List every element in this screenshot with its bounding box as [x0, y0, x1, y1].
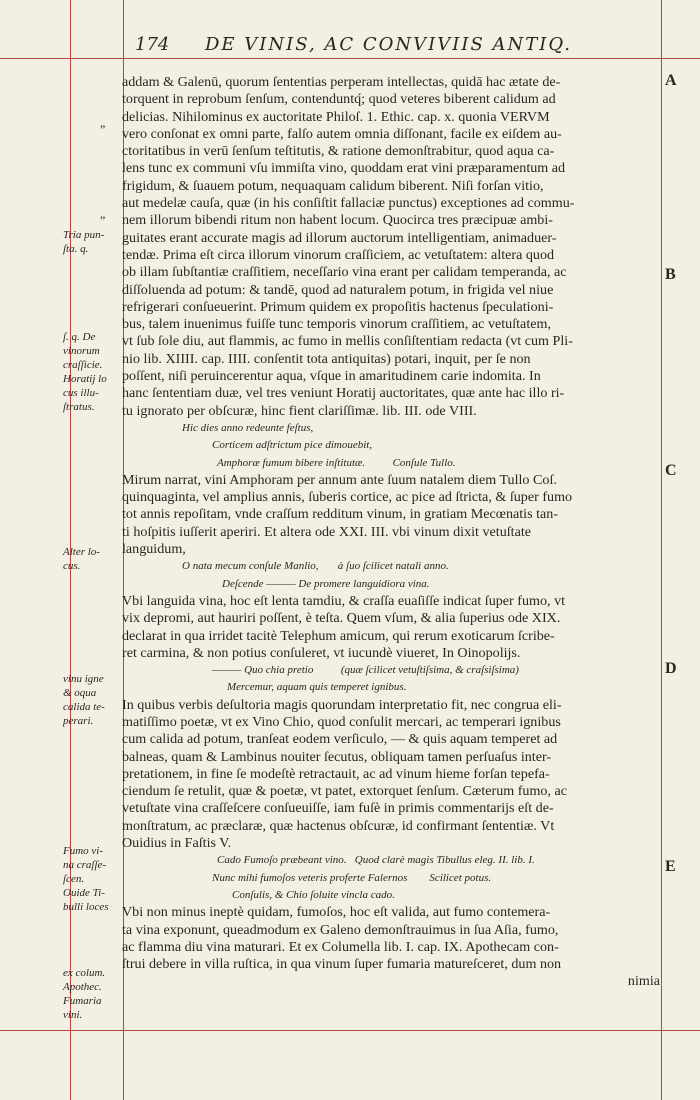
- text-line: tot annis repoſitam, vnde craſſum redditum vinum, in gratiam Mecœnatis tan-: [122, 506, 559, 523]
- text-line: guitates erant accurate magis ad illorum auctorum intelligentiam, animaduer-: [122, 229, 557, 246]
- text-line: ob illam ſubſtantiæ craſſitiem, neceſſario vina erant per calidam temperanda, ac: [122, 264, 567, 281]
- text-line: bus, talem inuenimus fuiſſe tunc temporis vinorum craſſitiem, ac vetuſtatem,: [122, 316, 551, 333]
- verse-line: Cado Fumoſo præbeant vino. Quod clarè magis Tibullus eleg. II. lib. I.: [217, 854, 535, 867]
- verse-line: Mercemur, aquam quis temperet ignibus.: [227, 681, 407, 694]
- text-line: Ouidius in Faſtis V.: [122, 835, 232, 852]
- text-line: ac flamma diu vina maturari. Et ex Columella lib. I. cap. IX. Apothecam con-: [122, 938, 559, 955]
- text-line: addam & Galenū, quorum ſententias perperam intellectas, quidā hac ætate de-: [122, 74, 561, 90]
- text-line: languidum,: [122, 541, 186, 558]
- text-line: Vbi languida vina, hoc eſt lenta tamdiu, & craſſa euaſiſſe indicat ſuper fumo, vt: [122, 592, 566, 609]
- running-title: DE VINIS, AC CONVIVIIS ANTIQ.: [205, 34, 572, 55]
- text-line: vero conſonat ex omni parte, falſo autem omnia diſſonant, facile ex eiſdem au-: [122, 125, 562, 142]
- main-text: [122, 74, 660, 991]
- text-line: Vbi non minus ineptè quidam, fumoſos, hoc eſt valida, aut fumo contemera-: [122, 904, 551, 921]
- text-line: nio lib. XIIII. cap. IIII. conſentit tota antiquitas) potari, inquit, per ſe non: [122, 350, 531, 367]
- quote-mark: ”: [100, 122, 106, 136]
- text-line: vetuſtate vina craſſeſcere conſueuiſſe, iam fuſè in primis commentarijs eſt de-: [122, 800, 554, 817]
- margin-note: ſ. q. De vinorum craſſicie. Horatij lo cus illu- ſtratus.: [63, 331, 107, 413]
- text-line: ſtrui debere in villa ruſtica, in qua vinum ſuper fumaria matureſceret, dum non: [122, 956, 562, 973]
- page-number: 174: [135, 34, 170, 55]
- text-line: ti hoſpitis iuſſerit aperiri. Et altera ode XXI. III. vbi vinum dixit vetuſtate: [122, 523, 532, 540]
- text-line: refrigerari conſueuerint. Primum quidem ex propoſitis hactenus ſpeculationi-: [122, 298, 554, 315]
- text-line: diſſoluenda ad potum: & tandē, quod ad naturalem potum, in frigida vel niue: [122, 281, 554, 298]
- text-line: matiſſimo poetæ, vt ex Vino Chio, quod conſulit mercari, ac temperari ignibus: [122, 713, 561, 730]
- verse-line: Nunc mihi fumoſos veteris proferte Falernos Scilicet potus.: [212, 871, 492, 884]
- text-line: tu ignorato per obſcuræ, hinc fient clariſſimæ. lib. III. ode VIII.: [122, 402, 477, 419]
- section-mark: C: [665, 462, 677, 479]
- text-line: lens tunc ex communi vſu immiſta vino, quoddam erat vini præparamentum ad: [122, 160, 566, 177]
- quote-mark: ”: [100, 213, 106, 227]
- margin-note: ex colum. Apothec. Fumaria vini.: [63, 967, 106, 1021]
- text-line: quinquaginta, vel amplius annis, ſuberis cortice, ac pice ad ſtricta, & ſuper fumo: [122, 489, 573, 506]
- text-line: frigidum, & ſuauem potum, nequaquam calidum biberent. Niſi forſan vitio,: [122, 177, 544, 194]
- text-line: vt ſub ſole diu, aut flammis, ac fumo in mellis conſiſtentiam redacta (vt cum Pli-: [122, 333, 573, 350]
- text-line: balneas, quam & Lambinus nouiter ſecutus, obliquam tamen perſuaſus inter-: [122, 748, 552, 765]
- margin-rule-right: [661, 0, 662, 1100]
- verse-line: ——— Quo chia pretio (quæ ſcilicet vetuſtiſsima, & craſsiſsima): [212, 664, 519, 677]
- catchword: nimia: [627, 973, 660, 990]
- verse-line: Deſcende ——— De promere languidiora vina.: [222, 577, 430, 590]
- text-line: delicias. Nihilominus ex auctoritate Philoſ. 1. Ethic. cap. x. quonia VERVM: [122, 108, 550, 125]
- text-line: In quibus verbis deſultoria magis quorundam interpretatio fit, nec congrua eli-: [122, 696, 562, 713]
- verse-line: Amphoræ fumum bibere inſtitutæ. Conſule Tullo.: [217, 456, 456, 469]
- text-line: ciendum ſe retulit, quæ & poetæ, vt patet, extorquet ſenſum. Cæterum fumo, ac: [122, 783, 568, 800]
- text-line: Mirum narrat, vini Amphoram per annum ante ſuum natalem diem Tullo Coſ.: [122, 471, 557, 488]
- margin-note: vinu igne & oqua calida te- perari.: [63, 673, 105, 727]
- text-line: hanc ſententiam duæ, vel tres veniunt Horatij auctoritates, quæ ante hac illo ri-: [122, 385, 565, 402]
- text-line: monſtratum, ac præclaræ, quæ hactenus obſcuræ, id confirmant ſententiæ. Vt: [122, 817, 555, 834]
- verse-line: Corticem adſtrictum pice dimouebit,: [212, 439, 373, 452]
- footer-rule: [0, 1030, 700, 1031]
- text-line: poſſent, niſi peruincerentur aqua, vſque in amaritudinem carie indomita. In: [122, 368, 541, 385]
- text-line: declarat in qua irridet tacitè Telephum amicum, qui rerum exoticarum ſcribe-: [122, 627, 555, 644]
- text-line: nem illorum bibendi ritum non habent locum. Quocirca tres præcipuæ ambi-: [122, 212, 553, 229]
- margin-note: Tria pun- ſta. q.: [63, 229, 105, 255]
- page-header: [135, 34, 605, 58]
- header-rule: [0, 58, 700, 59]
- margin-note: Alter lo- cus.: [63, 546, 100, 572]
- section-mark: B: [665, 266, 676, 283]
- verse-line: Conſulis, & Chio ſoluite vincla cado.: [232, 888, 395, 901]
- verse-line: O nata mecum conſule Manlio, à ſuo ſcilicet natali anno.: [182, 560, 449, 573]
- text-line: torquent in reprobum ſenſum, contenduntq́; quod veteres biberent calidum ad: [122, 91, 556, 108]
- verse-line: Hic dies anno redeunte feſtus,: [182, 421, 314, 434]
- text-line: cum calida ad potum, tranſeat eodem verſiculo, — & quis aquam temperet ad: [122, 731, 558, 748]
- margin-note: Fumo vi- na craſſe- ſcen. Ouide Ti- bulli loces: [63, 845, 109, 913]
- text-line: ctoritatibus in verū ſenſum teſtitutis, & ratione demonſtrabitur, quod aqua ca-: [122, 143, 555, 160]
- text-line: pretationem, in fine ſe modeſtè retractauit, ac ad vinum hieme forſan tepefa-: [122, 765, 550, 782]
- text-line: tendæ. Prima eſt circa illorum vinorum craſſiciem, ac vetuſtatem: altera quod: [122, 246, 555, 263]
- section-mark: A: [665, 72, 677, 89]
- text-line: ta vina exponunt, queadmodum ex Galeno demonſtrauimus in ſua Aſia, fumo,: [122, 921, 559, 938]
- section-mark: E: [665, 858, 676, 875]
- text-line: aut medelæ cauſa, quæ (in his conſiſtit fallaciæ punctus) exceptiones ad commu-: [122, 195, 575, 212]
- section-mark: D: [665, 660, 677, 677]
- text-line: ret carmina, & non potius conſuleret, vt iucundè viueret, In Oinopolijs.: [122, 644, 521, 661]
- text-line: vix depromi, aut hauriri poſſent, è teſta. Quem vſum, & alia ſuperius ode XIX.: [122, 610, 561, 627]
